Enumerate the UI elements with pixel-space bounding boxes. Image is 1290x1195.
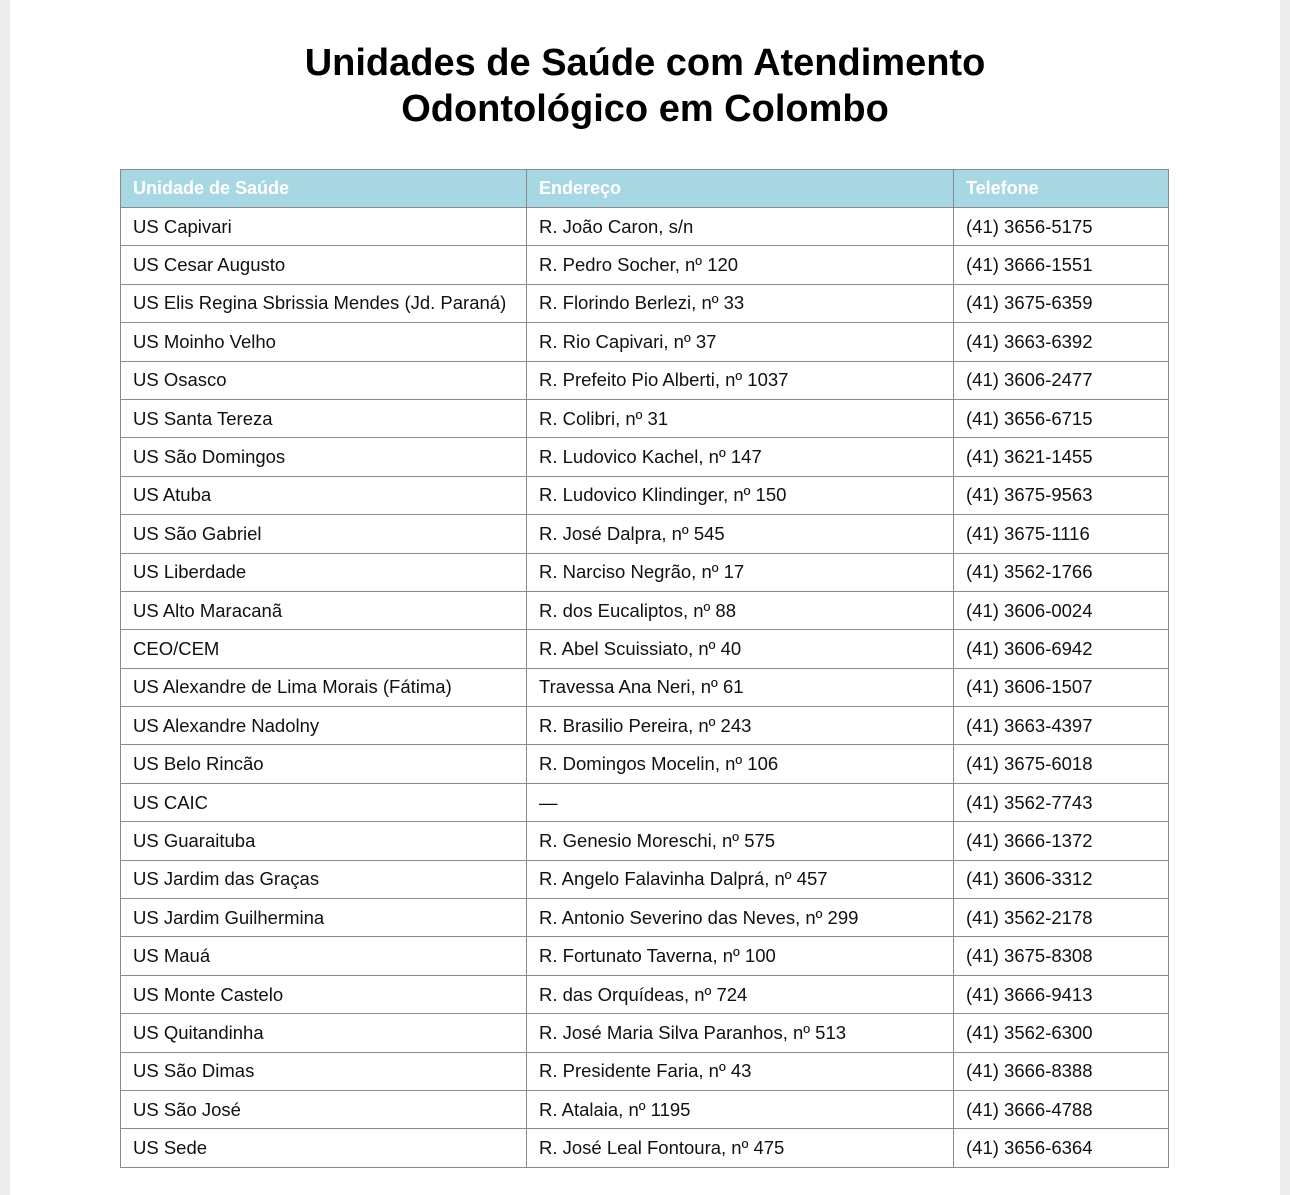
cell-unit: US Alexandre de Lima Morais (Fátima) xyxy=(121,668,527,706)
table-row xyxy=(121,745,1169,783)
cell-unit: CEO/CEM xyxy=(121,630,527,668)
cell-phone: (41) 3562-1766 xyxy=(954,553,1169,591)
cell-unit: US Moinho Velho xyxy=(121,323,527,361)
cell-phone: (41) 3606-6942 xyxy=(954,630,1169,668)
cell-unit: US Sede xyxy=(121,1129,527,1167)
cell-unit: US Jardim das Graças xyxy=(121,860,527,898)
header-unit: Unidade de Saúde xyxy=(121,170,527,208)
cell-unit: US Quitandinha xyxy=(121,1014,527,1052)
table-body xyxy=(121,208,1169,1168)
cell-unit: US Atuba xyxy=(121,476,527,514)
table-row xyxy=(121,284,1169,322)
cell-phone: (41) 3606-3312 xyxy=(954,860,1169,898)
table-row xyxy=(121,1014,1169,1052)
cell-address: — xyxy=(527,783,954,821)
cell-phone: (41) 3656-6715 xyxy=(954,399,1169,437)
cell-phone: (41) 3606-2477 xyxy=(954,361,1169,399)
cell-address: R. Domingos Mocelin, nº 106 xyxy=(527,745,954,783)
table-row xyxy=(121,323,1169,361)
cell-address: R. Brasilio Pereira, nº 243 xyxy=(527,707,954,745)
cell-phone: (41) 3621-1455 xyxy=(954,438,1169,476)
title-line-1: Unidades de Saúde com Atendimento xyxy=(304,42,986,84)
cell-unit: US CAIC xyxy=(121,783,527,821)
table-row xyxy=(121,707,1169,745)
cell-unit: US São José xyxy=(121,1090,527,1128)
cell-address: R. José Leal Fontoura, nº 475 xyxy=(527,1129,954,1167)
cell-unit: US Elis Regina Sbrissia Mendes (Jd. Paraná) xyxy=(121,284,527,322)
cell-phone: (41) 3656-5175 xyxy=(954,208,1169,246)
cell-address: R. Angelo Falavinha Dalprá, nº 457 xyxy=(527,860,954,898)
cell-unit: US São Gabriel xyxy=(121,515,527,553)
table-row xyxy=(121,476,1169,514)
cell-unit: US Belo Rincão xyxy=(121,745,527,783)
cell-unit: US São Domingos xyxy=(121,438,527,476)
cell-unit: US Santa Tereza xyxy=(121,399,527,437)
health-units-table xyxy=(120,169,1169,1168)
cell-address: R. Fortunato Taverna, nº 100 xyxy=(527,937,954,975)
cell-phone: (41) 3675-6359 xyxy=(954,284,1169,322)
cell-phone: (41) 3675-1116 xyxy=(954,515,1169,553)
cell-phone: (41) 3663-4397 xyxy=(954,707,1169,745)
table-row xyxy=(121,515,1169,553)
cell-address: R. Ludovico Klindinger, nº 150 xyxy=(527,476,954,514)
table-row xyxy=(121,361,1169,399)
cell-unit: US São Dimas xyxy=(121,1052,527,1090)
page-title xyxy=(0,40,1290,132)
cell-phone: (41) 3562-2178 xyxy=(954,899,1169,937)
cell-address: R. Florindo Berlezi, nº 33 xyxy=(527,284,954,322)
table-row xyxy=(121,246,1169,284)
cell-phone: (41) 3562-7743 xyxy=(954,783,1169,821)
table-row xyxy=(121,899,1169,937)
cell-phone: (41) 3666-4788 xyxy=(954,1090,1169,1128)
table-row xyxy=(121,1129,1169,1167)
cell-phone: (41) 3663-6392 xyxy=(954,323,1169,361)
table-row xyxy=(121,1052,1169,1090)
cell-address: R. Narciso Negrão, nº 17 xyxy=(527,553,954,591)
table-row xyxy=(121,438,1169,476)
cell-phone: (41) 3606-0024 xyxy=(954,591,1169,629)
cell-address: Travessa Ana Neri, nº 61 xyxy=(527,668,954,706)
table-row xyxy=(121,591,1169,629)
cell-phone: (41) 3666-1372 xyxy=(954,822,1169,860)
cell-phone: (41) 3675-8308 xyxy=(954,937,1169,975)
cell-phone: (41) 3606-1507 xyxy=(954,668,1169,706)
table-row xyxy=(121,399,1169,437)
title-line-2: Odontológico em Colombo xyxy=(401,88,889,130)
cell-address: R. Colibri, nº 31 xyxy=(527,399,954,437)
cell-unit: US Capivari xyxy=(121,208,527,246)
cell-address: R. das Orquídeas, nº 724 xyxy=(527,975,954,1013)
header-phone: Telefone xyxy=(954,170,1169,208)
table-row xyxy=(121,937,1169,975)
table-row xyxy=(121,975,1169,1013)
cell-unit: US Alto Maracanã xyxy=(121,591,527,629)
table-row xyxy=(121,553,1169,591)
cell-phone: (41) 3656-6364 xyxy=(954,1129,1169,1167)
cell-phone: (41) 3675-9563 xyxy=(954,476,1169,514)
cell-unit: US Alexandre Nadolny xyxy=(121,707,527,745)
cell-address: R. José Dalpra, nº 545 xyxy=(527,515,954,553)
cell-address: R. João Caron, s/n xyxy=(527,208,954,246)
cell-address: R. Atalaia, nº 1195 xyxy=(527,1090,954,1128)
cell-address: R. José Maria Silva Paranhos, nº 513 xyxy=(527,1014,954,1052)
cell-unit: US Jardim Guilhermina xyxy=(121,899,527,937)
table-row xyxy=(121,860,1169,898)
table-row xyxy=(121,668,1169,706)
table-header-row xyxy=(121,170,1169,208)
cell-address: R. Rio Capivari, nº 37 xyxy=(527,323,954,361)
cell-phone: (41) 3666-1551 xyxy=(954,246,1169,284)
cell-unit: US Monte Castelo xyxy=(121,975,527,1013)
cell-address: R. Antonio Severino das Neves, nº 299 xyxy=(527,899,954,937)
cell-address: R. Genesio Moreschi, nº 575 xyxy=(527,822,954,860)
cell-phone: (41) 3675-6018 xyxy=(954,745,1169,783)
cell-unit: US Mauá xyxy=(121,937,527,975)
cell-phone: (41) 3666-8388 xyxy=(954,1052,1169,1090)
table-row xyxy=(121,630,1169,668)
cell-unit: US Osasco xyxy=(121,361,527,399)
document-page xyxy=(10,0,1280,1195)
cell-phone: (41) 3562-6300 xyxy=(954,1014,1169,1052)
cell-address: R. Presidente Faria, nº 43 xyxy=(527,1052,954,1090)
table-row xyxy=(121,822,1169,860)
cell-address: R. Pedro Socher, nº 120 xyxy=(527,246,954,284)
cell-address: R. Prefeito Pio Alberti, nº 1037 xyxy=(527,361,954,399)
cell-phone: (41) 3666-9413 xyxy=(954,975,1169,1013)
cell-unit: US Cesar Augusto xyxy=(121,246,527,284)
cell-unit: US Guaraituba xyxy=(121,822,527,860)
cell-address: R. dos Eucaliptos, nº 88 xyxy=(527,591,954,629)
header-address: Endereço xyxy=(527,170,954,208)
cell-address: R. Abel Scuissiato, nº 40 xyxy=(527,630,954,668)
cell-address: R. Ludovico Kachel, nº 147 xyxy=(527,438,954,476)
table-row xyxy=(121,783,1169,821)
table-row xyxy=(121,208,1169,246)
table-row xyxy=(121,1090,1169,1128)
cell-unit: US Liberdade xyxy=(121,553,527,591)
